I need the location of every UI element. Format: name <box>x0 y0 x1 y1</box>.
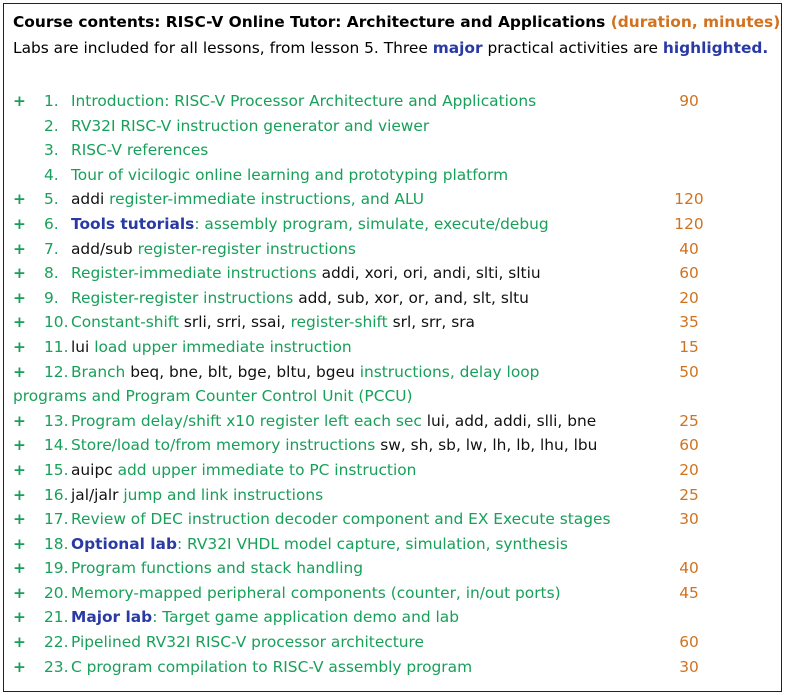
lab-marker: + <box>13 288 26 307</box>
duration-minutes: 30 <box>679 510 699 529</box>
lesson-number: 5. <box>44 190 59 209</box>
lesson-text: Review of DEC instruction decoder component and EX Execute stages <box>71 510 611 529</box>
lesson-number: 12. <box>44 362 69 381</box>
highlighted-label: Tools tutorials <box>71 214 195 233</box>
lesson-row <box>4 114 781 139</box>
lesson-title <box>71 409 651 434</box>
duration-minutes: 120 <box>674 214 704 233</box>
lab-marker: + <box>13 608 26 627</box>
lesson-row <box>4 483 781 508</box>
lesson-row <box>4 360 781 409</box>
lab-marker: + <box>13 657 26 676</box>
subtitle-major: major <box>432 39 483 57</box>
lesson-text: register-immediate instructions, and ALU <box>109 190 425 209</box>
lesson-text: instructions, delay loop <box>359 362 540 381</box>
lesson-title <box>71 655 651 680</box>
lab-marker: + <box>13 583 26 602</box>
lesson-text: Register-register instructions <box>71 288 299 307</box>
lesson-title <box>71 237 651 262</box>
lesson-title <box>71 187 651 212</box>
lesson-text: Store/load to/from memory instructions <box>71 436 381 455</box>
lesson-title <box>71 335 651 360</box>
lesson-title <box>71 138 651 163</box>
lesson-number: 8. <box>44 264 59 283</box>
subtitle-text-b: practical activities are <box>482 39 663 57</box>
duration-minutes: 40 <box>679 559 699 578</box>
lesson-text: Program functions and stack handling <box>71 559 363 578</box>
duration-minutes: 20 <box>679 460 699 479</box>
lesson-title-continuation: programs and Program Counter Control Unit (PCCU) <box>13 387 413 406</box>
duration-minutes: 30 <box>679 657 699 676</box>
lesson-row <box>4 581 781 606</box>
lesson-row <box>4 187 781 212</box>
lesson-text: Program delay/shift x10 register left each sec <box>71 411 427 430</box>
lesson-number: 20. <box>44 583 69 602</box>
lesson-text: Pipelined RV32I RISC-V processor architecture <box>71 633 425 652</box>
instruction-mnemonic: lui, add, addi, slli, bne <box>426 411 597 430</box>
lesson-row <box>4 556 781 581</box>
lab-marker: + <box>13 460 26 479</box>
lesson-number: 15. <box>44 460 69 479</box>
lesson-row <box>4 507 781 532</box>
subtitle-text-a: Labs are included for all lessons, from lesson 5. Three <box>13 39 433 57</box>
lesson-row <box>4 433 781 458</box>
lesson-number: 9. <box>44 288 59 307</box>
lab-marker: + <box>13 485 26 504</box>
lesson-row <box>4 212 781 237</box>
lesson-list <box>4 89 781 679</box>
lesson-number: 2. <box>44 116 59 135</box>
duration-minutes: 60 <box>679 264 699 283</box>
lesson-number: 16. <box>44 485 69 504</box>
lesson-number: 3. <box>44 141 59 160</box>
lesson-number: 22. <box>44 633 69 652</box>
lesson-title <box>71 630 651 655</box>
duration-minutes: 25 <box>679 485 699 504</box>
lesson-text: RISC-V references <box>71 141 209 160</box>
lesson-text: Introduction: RISC-V Processor Architecture and Applications <box>71 92 537 110</box>
duration-minutes: 60 <box>679 436 699 455</box>
duration-minutes: 60 <box>679 633 699 652</box>
lab-marker: + <box>13 239 26 258</box>
instruction-mnemonic: addi, xori, ori, andi, slti, sltiu <box>321 264 541 283</box>
lab-marker: + <box>13 436 26 455</box>
lesson-text: : assembly program, simulate, execute/debug <box>194 214 549 233</box>
page-subtitle <box>13 39 768 57</box>
lesson-number: 4. <box>44 165 59 184</box>
instruction-mnemonic: sw, sh, sb, lw, lh, lb, lhu, lbu <box>380 436 598 455</box>
lesson-number: 13. <box>44 411 69 430</box>
lesson-text: Constant-shift <box>71 313 184 332</box>
lesson-row <box>4 458 781 483</box>
instruction-mnemonic: add/sub <box>71 239 138 258</box>
lab-marker: + <box>13 411 26 430</box>
duration-minutes: 40 <box>679 239 699 258</box>
highlighted-label: Major lab <box>71 608 153 627</box>
highlighted-label: Optional lab <box>71 534 177 553</box>
lesson-title <box>71 556 651 581</box>
instruction-mnemonic: jal/jalr <box>71 485 124 504</box>
lesson-title <box>71 433 651 458</box>
lesson-row <box>4 335 781 360</box>
lesson-number: 23. <box>44 657 69 676</box>
lesson-text: Tour of vicilogic online learning and prototyping platform <box>71 165 509 184</box>
lesson-row <box>4 163 781 188</box>
lesson-text: : Target game application demo and lab <box>152 608 459 627</box>
duration-minutes: 25 <box>679 411 699 430</box>
lesson-number: 14. <box>44 436 69 455</box>
duration-minutes: 35 <box>679 313 699 332</box>
lesson-text: Register-immediate instructions <box>71 264 322 283</box>
lesson-text: register-shift <box>290 313 393 332</box>
duration-minutes: 120 <box>674 190 704 209</box>
lesson-row <box>4 310 781 335</box>
lesson-row <box>4 655 781 680</box>
lesson-number: 1. <box>44 92 59 110</box>
lesson-text: jump and link instructions <box>123 485 324 504</box>
instruction-mnemonic: beq, bne, blt, bge, bltu, bgeu <box>130 362 360 381</box>
lesson-title <box>71 286 651 311</box>
instruction-mnemonic: auipc <box>71 460 118 479</box>
instruction-mnemonic: srli, srri, ssai, <box>183 313 291 332</box>
lab-marker: + <box>13 92 26 110</box>
subtitle-highlighted: highlighted. <box>662 39 769 57</box>
lab-marker: + <box>13 559 26 578</box>
lesson-title <box>71 581 651 606</box>
lab-marker: + <box>13 214 26 233</box>
title-text: Course contents: RISC-V Online Tutor: Architecture and Applications <box>13 13 606 31</box>
lesson-text: RV32I RISC-V instruction generator and viewer <box>71 116 430 135</box>
lab-marker: + <box>13 534 26 553</box>
lesson-row <box>4 286 781 311</box>
lesson-text: : RV32I VHDL model capture, simulation, synthesis <box>176 534 568 553</box>
lesson-number: 18. <box>44 534 69 553</box>
lesson-number: 7. <box>44 239 59 258</box>
duration-note: (duration, minutes) <box>610 13 781 31</box>
lesson-title <box>71 89 651 114</box>
lab-marker: + <box>13 313 26 332</box>
lesson-title <box>71 458 651 483</box>
lab-marker: + <box>13 264 26 283</box>
lesson-title <box>71 483 651 508</box>
duration-minutes: 20 <box>679 288 699 307</box>
lesson-title <box>71 360 651 385</box>
lab-marker: + <box>13 190 26 209</box>
lesson-title <box>71 114 651 139</box>
lesson-number: 17. <box>44 510 69 529</box>
lesson-number: 19. <box>44 559 69 578</box>
lesson-title <box>71 605 651 630</box>
page-title <box>13 13 780 31</box>
lab-marker: + <box>13 633 26 652</box>
lesson-title <box>71 507 651 532</box>
lesson-title <box>71 261 651 286</box>
lab-marker: + <box>13 510 26 529</box>
instruction-mnemonic: srl, srr, sra <box>392 313 475 332</box>
instruction-mnemonic: add, sub, xor, or, and, slt, sltu <box>298 288 529 307</box>
lesson-text: register-register instructions <box>137 239 356 258</box>
lesson-number: 11. <box>44 337 69 356</box>
duration-minutes: 50 <box>679 362 699 381</box>
duration-minutes: 45 <box>679 583 699 602</box>
lesson-text: C program compilation to RISC-V assembly program <box>71 657 473 676</box>
lesson-row <box>4 237 781 262</box>
lesson-title <box>71 163 651 188</box>
lesson-row <box>4 89 781 114</box>
lesson-row <box>4 605 781 630</box>
lesson-row <box>4 261 781 286</box>
instruction-mnemonic: lui <box>71 337 95 356</box>
lesson-text: Branch <box>71 362 131 381</box>
lesson-number: 10. <box>44 313 69 332</box>
lesson-row <box>4 409 781 434</box>
lesson-number: 6. <box>44 214 59 233</box>
lesson-text: Memory-mapped peripheral components (counter, in/out ports) <box>71 583 561 602</box>
lesson-text: load upper immediate instruction <box>94 337 352 356</box>
lab-marker: + <box>13 362 26 381</box>
instruction-mnemonic: addi <box>71 190 110 209</box>
lesson-text: add upper immediate to PC instruction <box>117 460 417 479</box>
course-contents-panel <box>3 3 782 692</box>
lesson-title <box>71 532 651 557</box>
lesson-row <box>4 630 781 655</box>
lesson-row <box>4 532 781 557</box>
lab-marker: + <box>13 337 26 356</box>
duration-minutes: 90 <box>679 92 699 110</box>
lesson-title <box>71 310 651 335</box>
duration-minutes: 15 <box>679 337 699 356</box>
lesson-row <box>4 138 781 163</box>
lesson-title <box>71 212 651 237</box>
lesson-number: 21. <box>44 608 69 627</box>
